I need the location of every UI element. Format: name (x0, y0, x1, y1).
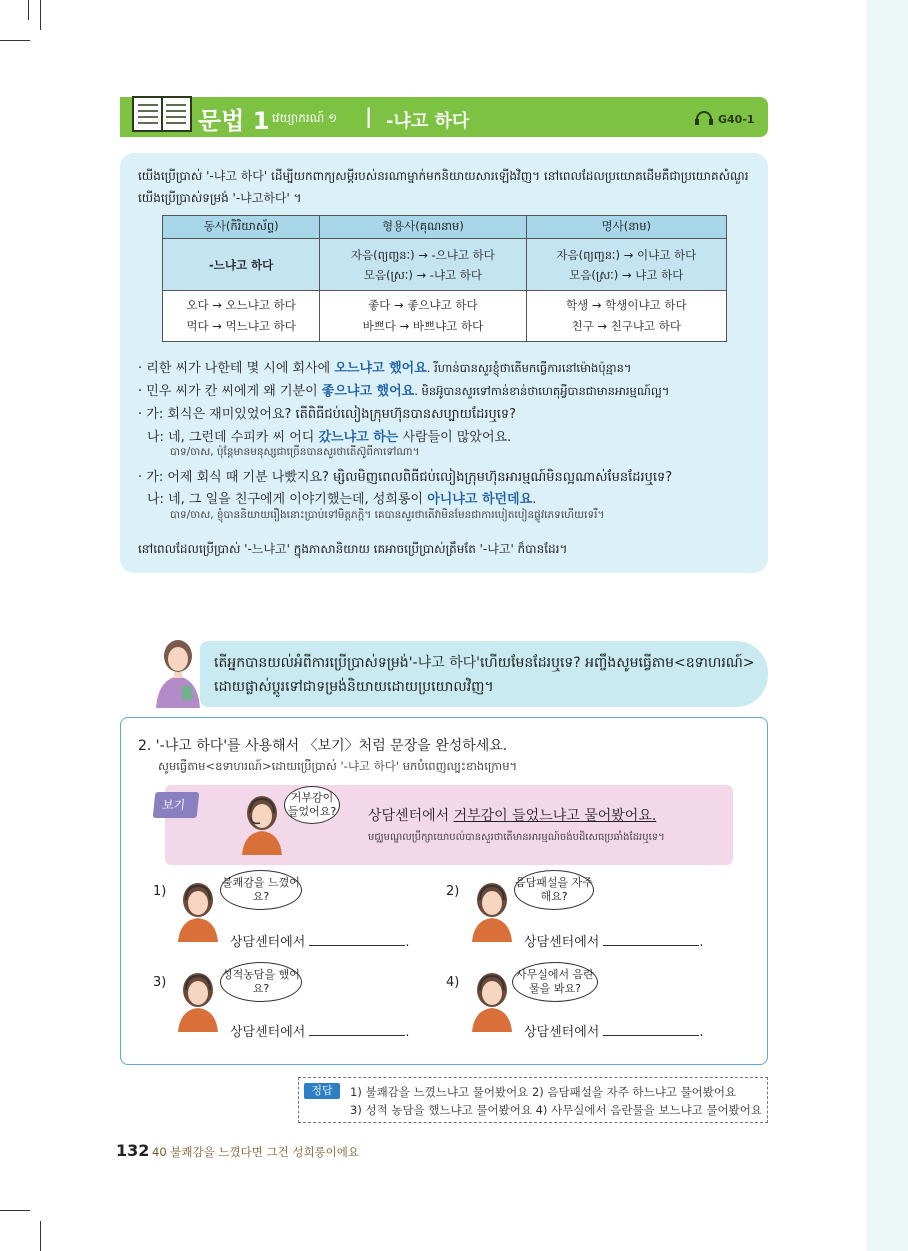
header-separator: | (365, 104, 373, 128)
item-speech-bubble: 성적농담을 했어요? (220, 962, 302, 1002)
example-highlight: 아니냐고 하던데요 (427, 492, 533, 507)
grammar-khmer-label: វេយ្យាករណ៍ ១ (272, 111, 338, 125)
crop-mark (0, 1210, 30, 1211)
example-text: 나: 네, 그런데 수피카 씨 어디 (147, 430, 319, 445)
example-adjective (320, 291, 526, 342)
rule-adjective-consonant: 자음(ព្យញ្ជនៈ) → -으냐고 하다 (350, 247, 495, 262)
item-answer-line (524, 1021, 704, 1040)
teacher-illustration (148, 636, 208, 708)
item-answer-line (524, 931, 704, 950)
counselor-illustration (172, 970, 224, 1032)
answer-suffix: . (699, 935, 704, 950)
example-text: · 리한 씨가 나한테 몇 시에 회사에 (138, 361, 335, 376)
rule-noun-vowel: 모음(ស្រៈ) → 냐고 하다 (569, 267, 684, 282)
exercise-title: 2. '-냐고 하다'를 사용해서 〈보기〉처럼 문장을 완성하세요. (138, 738, 508, 754)
example-highlight: 오느냐고 했어요 (334, 361, 427, 376)
counselor-illustration (466, 970, 518, 1032)
answer-prefix: 상담센터에서 (230, 1025, 306, 1040)
crop-mark (40, 1221, 41, 1251)
example-dialogue-1a: · 가: 회식은 재미있었어요? តើពិធីជប់លៀងក្រុមហ៊ុនបានសប្បាយដែរឬទេ? (138, 407, 517, 422)
example-dialogue-2a: · 가: 어제 회식 때 기분 나빴지요? ម្សិលមិញពេលពិធីជប់លៀងក្រុមហ៊ុនអារម្មណ៍មិនល្អណាស់មែនដែរឬទេ? (138, 470, 673, 485)
item-speech-bubble: 불쾌감을 느꼈어요? (220, 870, 302, 910)
table-header-adjective: 형용사(គុណនាម) (320, 216, 526, 239)
example-text: 사람들이 많았어요. (398, 430, 512, 445)
example-sentence-answer: 거부감이 들었느냐고 물어봤어요. (453, 808, 657, 824)
chapter-title: 40 불쾌감을 느꼈다면 그건 성희롱이에요 (152, 1145, 359, 1159)
example-dialogue-1-translation: បាទ/ចាស, ប៉ុន្តែមានមនុស្សជាច្រើនបានសួរថាតើស៊ូពីកាទៅណា។ (170, 446, 420, 458)
example-sentence-khmer: មជ្ឈមណ្ឌលប្រឹក្សាយោបល់បានសួរថាតើមានអារម្មណ៍ចង់បដិសេធប្រឆាំងដែរឬទេ។ (368, 832, 665, 843)
item-speech-bubble: 사무실에서 음란물을 봐요? (512, 962, 598, 1002)
table-header-noun: 명사(នាម) (526, 216, 726, 239)
grammar-title: 문법 1 (198, 107, 270, 135)
rule-adjective (320, 239, 526, 291)
counselor-illustration (466, 880, 518, 942)
rule-noun-consonant: 자음(ព្យញ្ជនៈ) → 이냐고 하다 (556, 247, 697, 262)
answer-prefix: 상담센터에서 (230, 935, 306, 950)
example-sentence-1 (138, 357, 758, 378)
example-verb (163, 291, 320, 342)
item-answer-line (230, 931, 410, 950)
example-sentence (368, 805, 656, 825)
example-noun-1: 학생 → 학생이냐고 하다 (565, 298, 687, 312)
example-text: 나: 네, 그 일을 친구에게 이야기했는데, 성희롱이 (147, 492, 428, 507)
answer-blank[interactable] (603, 932, 699, 946)
rule-adjective-vowel: 모음(ស្រៈ) → -냐고 하다 (363, 267, 483, 282)
item-number: 3) (153, 975, 167, 990)
example-verb-2: 먹다 → 먹느냐고 하다 (186, 319, 296, 333)
question-text: តើអ្នកបានយល់អំពីការប្រើប្រាស់ទម្រង់'-냐고 하다'ហើយមែនដែរឬទេ? អញ្ចឹងសូមធ្វើតាម<ឧទាហរណ៍> ដោយផ្លាស់ប្តូរទៅជាទម្រង់និយាយដោយប្រយោលវិញ។ (214, 655, 755, 695)
answer-key-tag: 정답 (304, 1083, 340, 1099)
example-dialogue-2b (147, 488, 767, 507)
example-highlight: 갔느냐고 하는 (318, 430, 399, 445)
item-number: 2) (446, 884, 460, 899)
item-answer-line (230, 1021, 410, 1040)
example-tag: 보기 (153, 792, 200, 818)
answer-blank[interactable] (603, 1022, 699, 1036)
answer-key-line-1: 1) 불쾌감을 느꼈느냐고 물어봤어요 2) 음담패설을 자주 하느냐고 물어봤어요 (350, 1085, 737, 1099)
crop-mark (40, 0, 41, 30)
audio-track-label[interactable]: G40-1 (718, 113, 755, 126)
example-noun-2: 친구 → 친구냐고 하다 (571, 319, 682, 333)
item-number: 4) (446, 975, 460, 990)
answer-key-line-2: 3) 성적 농담을 했느냐고 물어봤어요 4) 사무실에서 음란물을 보느냐고 물어봤어요 (350, 1103, 762, 1117)
item-speech-bubble: 음담패설을 자주 해요? (514, 870, 594, 910)
example-adjective-1: 좋다 → 좋으냐고 하다 (368, 298, 478, 312)
answer-prefix: 상담센터에서 (524, 935, 600, 950)
table-header-verb: 동사(កិរិយាស័ព្ទ) (163, 216, 320, 239)
example-adjective-2: 바쁘다 → 바쁘냐고 하다 (362, 319, 484, 333)
grammar-note: នៅពេលដែលប្រើប្រាស់ '-느냐고' ក្នុងភាសានិយាយ គេអាចប្រើប្រាស់ត្រឹមតែ '-냐고' ក៏បានដែរ។ (138, 542, 568, 556)
grammar-intro: យើងប្រើប្រាស់ '-냐고 하다' ដើម្បីយកពាក្យសម្ដីរបស់នរណាម្នាក់មកនិយាយសារឡើងវិញ។ នៅពេលដែលប្រយោគដើមគឺជាប្រយោគសំណួរយើងប្រើប្រាស់ទម្រង់ '-냐고하다' ។ (138, 169, 749, 205)
answer-suffix: . (699, 1025, 704, 1040)
grammar-subtitle: -냐고 하다 (386, 111, 470, 132)
book-icon (131, 93, 193, 135)
example-speech-bubble: 거부감이 들었어요? (284, 786, 340, 824)
answer-blank[interactable] (309, 932, 405, 946)
headphones-icon[interactable] (694, 111, 714, 125)
example-text: · 민우 씨가 칸 씨에게 왜 기분이 (138, 384, 322, 399)
rule-noun (526, 239, 726, 291)
page-margin-band (866, 0, 908, 1251)
answer-prefix: 상담센터에서 (524, 1025, 600, 1040)
example-dialogue-2-translation: បាទ/ចាស, ខ្ញុំបាននិយាយរឿងនោះប្រាប់ទៅមិត្តភក្តិ។ គេបានសួរថាតើវាមិនមែនជាការបៀតបៀនផ្លូវភេទហើយទេរឺ។ (170, 509, 605, 521)
rule-verb: -느냐고 하다 (163, 239, 320, 291)
example-text: . (532, 492, 537, 507)
example-text: . រីហាន់បានសួរខ្ញុំថាតើមកធ្វើការនៅម៉ោងប៉ុន្មាន។ (426, 361, 632, 375)
crop-mark (28, 0, 29, 20)
example-highlight: 좋으냐고 했어요 (321, 384, 415, 399)
crop-mark (0, 40, 30, 41)
example-sentence-2 (138, 380, 758, 401)
example-text: . មិនអ៊ូបានសួរទៅកាន់ខាន់ថាហេតុអ្វីបានជាមានអារម្មណ៍ល្អ។ (414, 384, 670, 398)
example-dialogue-1b (147, 426, 767, 445)
page-number: 132 (116, 1141, 150, 1160)
example-verb-1: 오다 → 오느냐고 하다 (186, 298, 296, 312)
counselor-illustration (172, 880, 224, 942)
answer-blank[interactable] (309, 1022, 405, 1036)
exercise-instruction-khmer: សូមធ្វើតាម<ឧទាហរណ៍>ដោយប្រើប្រាស់ '-냐고 하다' មកបំពេញល្បះខាងក្រោម។ (158, 759, 518, 773)
answer-suffix: . (405, 1025, 410, 1040)
example-sentence-prefix: 상담센터에서 (368, 808, 454, 824)
counselor-illustration (236, 793, 288, 855)
conjugation-table (162, 215, 727, 342)
item-number: 1) (153, 884, 167, 899)
example-noun (526, 291, 726, 342)
answer-suffix: . (405, 935, 410, 950)
